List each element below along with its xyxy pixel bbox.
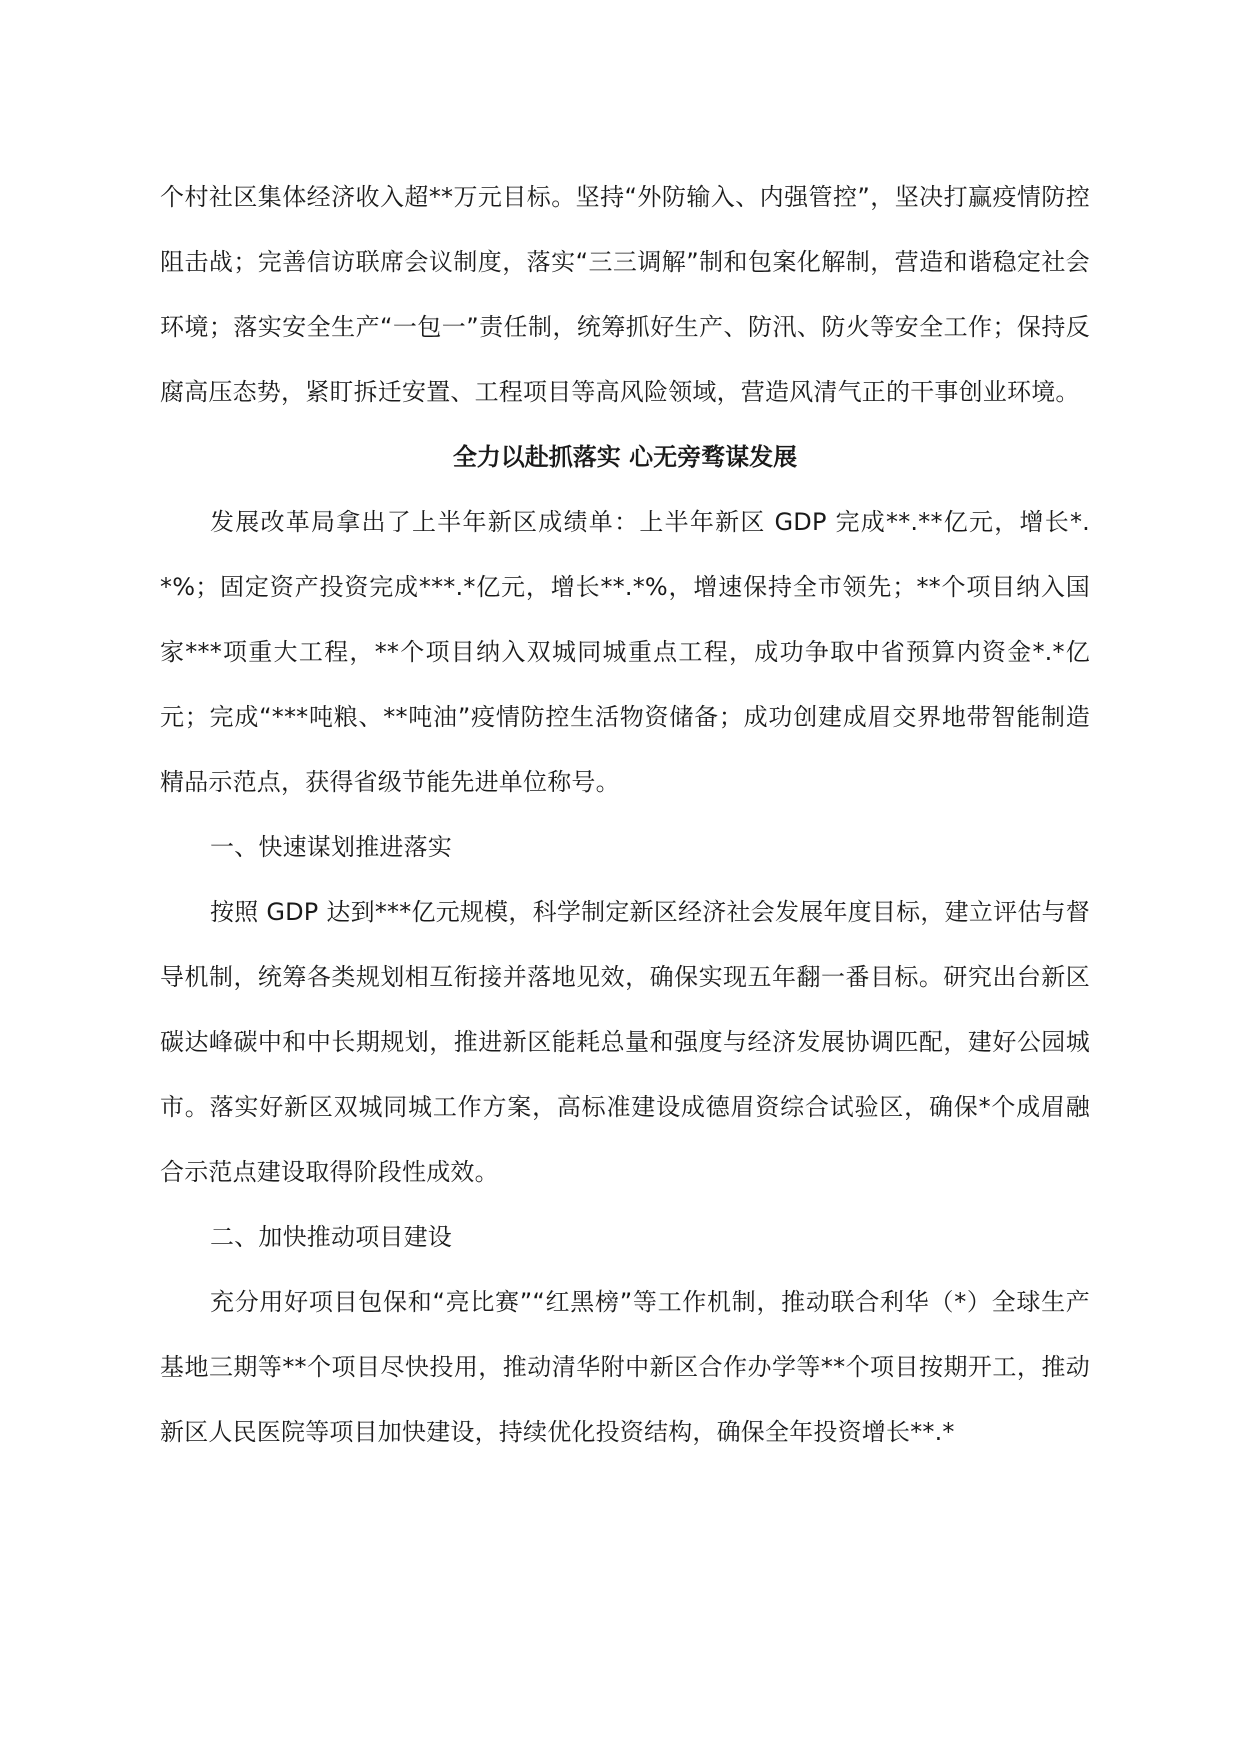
document-page xyxy=(160,165,1090,1465)
intro-paragraph: 个村社区集体经济收入超**万元目标。坚持“外防输入、内强管控”，坚决打赢疫情防控阻击战；完善信访联席会议制度，落实“三三调解”制和包案化解制，营造和谐稳定社会环境；落实安全生产“一包一”责任制，统筹抓好生产、防汛、防火等安全工作；保持反腐高压态势，紧盯拆迁安置、工程项目等高风险领域，营造风清气正的干事创业环境。 xyxy=(160,183,1090,406)
section-title: 全力以赴抓落实 心无旁骛谋发展 xyxy=(452,443,798,471)
paragraph-results: 发展改革局拿出了上半年新区成绩单：上半年新区 GDP 完成**.**亿元，增长*.*%；固定资产投资完成***.*亿元，增长**.*%，增速保持全市领先；**个项目纳入国家***项重大工程，**个项目纳入双城同城重点工程，成功争取中省预算内资金*.*亿元；完成“***吨粮、**吨油”疫情防控生活物资储备；成功创建成眉交界地带智能制造精品示范点，获得省级节能先进单位称号。 xyxy=(160,508,1090,796)
paragraph-planning: 按照 GDP 达到***亿元规模，科学制定新区经济社会发展年度目标，建立评估与督导机制，统筹各类规划相互衔接并落地见效，确保实现五年翻一番目标。研究出台新区碳达峰碳中和中长期规划，推进新区能耗总量和强度与经济发展协调匹配，建好公园城市。落实好新区双城同城工作方案，高标准建设成德眉资综合试验区，确保*个成眉融合示范点建设取得阶段性成效。 xyxy=(160,898,1090,1186)
paragraph-projects: 充分用好项目包保和“亮比赛”“红黑榜”等工作机制，推动联合利华（*）全球生产基地三期等**个项目尽快投用，推动清华附中新区合作办学等**个项目按期开工，推动新区人民医院等项目加快建设，持续优化投资结构，确保全年投资增长**.* xyxy=(160,1288,1090,1446)
subheading-planning: 一、快速谋划推进落实 xyxy=(210,833,452,861)
subheading-projects: 二、加快推动项目建设 xyxy=(210,1223,452,1251)
